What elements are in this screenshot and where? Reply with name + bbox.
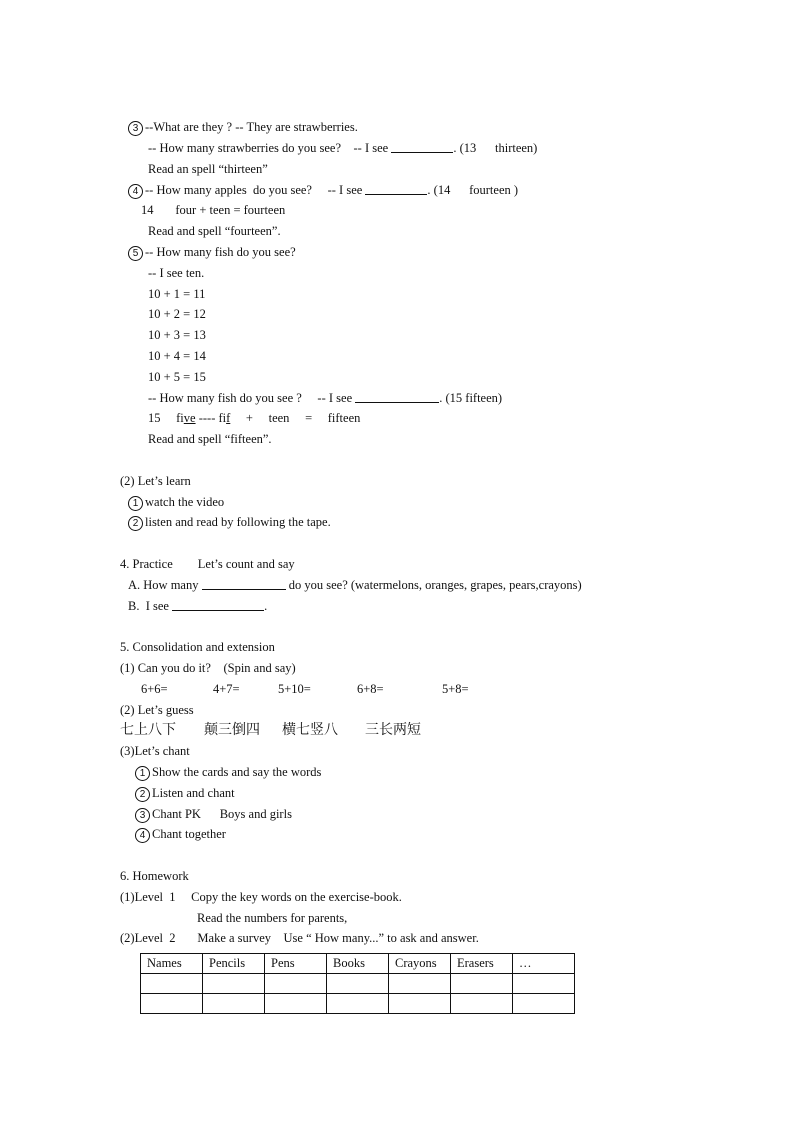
word-part: fi	[176, 411, 184, 425]
sum-item: 5+8=	[442, 682, 469, 696]
section-homework-title: 6. Homework	[120, 869, 189, 883]
item-3-line1	[128, 119, 358, 136]
number-hint: . (14	[427, 183, 451, 197]
column-header: …	[513, 954, 575, 974]
item-3-line2	[148, 140, 537, 156]
sum-item: 4+7=	[213, 682, 240, 696]
table-cell[interactable]	[141, 974, 203, 994]
list-item-text: Chant together	[152, 827, 226, 841]
prompt-text: do you see? (watermelons, oranges, grapes, pears,crayons)	[288, 578, 582, 592]
practice-b	[128, 598, 267, 614]
list-item	[128, 494, 224, 511]
list-item-text: Show the cards and say the words	[152, 765, 322, 779]
list-item	[135, 785, 235, 802]
section-consolidation-title: 5. Consolidation and extension	[120, 640, 275, 654]
column-header: Books	[327, 954, 389, 974]
list-item-text: watch the video	[145, 495, 225, 509]
list-item-text: listen and read by following the tape.	[145, 515, 331, 529]
circled-number: 4	[135, 828, 150, 843]
column-header: Pencils	[203, 954, 265, 974]
prompt-text: A. How many	[128, 578, 199, 592]
list-item	[135, 764, 321, 781]
answer-prefix: -- I see	[327, 183, 363, 197]
item-3-text: --What are they ? -- They are strawberries.	[145, 120, 358, 134]
column-header: Erasers	[451, 954, 513, 974]
dash: ----	[195, 411, 219, 425]
task-text: Use “ How many...” to ask and answer.	[283, 931, 479, 945]
sum-line: 10 + 2 = 12	[148, 307, 206, 321]
circled-number: 5	[128, 246, 143, 261]
table-cell[interactable]	[265, 994, 327, 1014]
circled-number: 2	[128, 516, 143, 531]
section-practice-title	[120, 556, 295, 572]
list-item	[128, 514, 331, 531]
word-result: fifteen	[327, 411, 361, 425]
sum-item: 6+8=	[357, 682, 384, 696]
table-cell[interactable]	[513, 974, 575, 994]
number-hint: . (15 fifteen)	[439, 391, 503, 405]
homework-level1-task2: Read the numbers for parents,	[197, 911, 348, 925]
list-item	[135, 806, 292, 823]
prompt-text: B. I see	[128, 599, 169, 613]
underlined-part: ve	[183, 411, 196, 425]
table-cell[interactable]	[389, 974, 451, 994]
table-cell[interactable]	[265, 974, 327, 994]
circled-number: 2	[135, 787, 150, 802]
table-row	[141, 994, 575, 1014]
practice-a	[128, 577, 582, 593]
word-part: fi	[218, 411, 227, 425]
underlined-part: f	[226, 411, 231, 425]
answer-blank[interactable]	[365, 182, 427, 195]
question-text: -- How many strawberries do you see?	[148, 141, 341, 155]
column-header: Pens	[265, 954, 327, 974]
answer-blank[interactable]	[202, 577, 286, 590]
plus-sign: +	[245, 411, 253, 425]
idiom: 颠三倒四	[204, 722, 260, 738]
answer-blank[interactable]	[391, 140, 453, 153]
homework-level1	[120, 889, 402, 905]
answer-prefix: -- I see	[353, 141, 389, 155]
guess-title: (2) Let’s guess	[120, 703, 194, 717]
consolidation-q1: (1) Can you do it? (Spin and say)	[120, 661, 296, 675]
item-5-read: Read and spell “fifteen”.	[148, 432, 272, 446]
table-header-row	[141, 954, 575, 974]
answer-blank[interactable]	[172, 598, 264, 611]
sum-line: 10 + 4 = 14	[148, 349, 206, 363]
answer-prefix: -- I see	[317, 391, 353, 405]
word-formula: four + teen = fourteen	[175, 203, 286, 217]
table-cell[interactable]	[141, 994, 203, 1014]
sum-line: 10 + 3 = 13	[148, 328, 206, 342]
sum-item: 6+6=	[141, 682, 168, 696]
idiom: 横七竖八	[282, 722, 338, 738]
item-3-line3: Read an spell “thirteen”	[148, 162, 268, 176]
task-text: Make a survey	[197, 931, 271, 945]
table-cell[interactable]	[513, 994, 575, 1014]
circled-number: 3	[128, 121, 143, 136]
column-header: Names	[141, 954, 203, 974]
punctuation: .	[264, 599, 268, 613]
item-5-line2: -- I see ten.	[148, 266, 205, 280]
number: 14	[141, 203, 154, 217]
task-text: Copy the key words on the exercise-book.	[191, 890, 402, 904]
word-hint: fourteen )	[469, 183, 519, 197]
number: 15	[148, 411, 161, 425]
survey-table	[140, 953, 575, 1014]
item-4-line2	[141, 202, 285, 218]
item-5-question	[148, 390, 502, 406]
level-label: (1)Level 1	[120, 890, 176, 904]
idiom: 三长两短	[365, 722, 421, 738]
item-5-line1	[128, 244, 296, 261]
list-item	[135, 826, 226, 843]
word-part: teen	[268, 411, 290, 425]
list-item-text: Listen and chant	[152, 786, 235, 800]
question-text: -- How many fish do you see ?	[148, 391, 302, 405]
subheading-text: Let’s count and say	[197, 557, 295, 571]
circled-number: 3	[135, 808, 150, 823]
table-cell[interactable]	[451, 974, 513, 994]
item-5-word-formula	[148, 410, 360, 426]
circled-number: 4	[128, 184, 143, 199]
number-hint: . (13	[453, 141, 477, 155]
table-cell[interactable]	[327, 974, 389, 994]
table-cell[interactable]	[389, 994, 451, 1014]
equals-sign: =	[305, 411, 313, 425]
sum-line: 10 + 5 = 15	[148, 370, 206, 384]
sum-line: 10 + 1 = 11	[148, 287, 206, 301]
idiom: 七上八下	[120, 722, 176, 738]
item-4-line1	[128, 182, 518, 199]
chant-title: (3)Let’s chant	[120, 744, 190, 758]
circled-number: 1	[128, 496, 143, 511]
homework-level2	[120, 930, 479, 946]
word-hint: thirteen)	[495, 141, 538, 155]
section-learn-title: (2) Let’s learn	[120, 474, 191, 488]
question-text: -- How many fish do you see?	[145, 245, 296, 259]
table-cell[interactable]	[203, 974, 265, 994]
list-item-text: Chant PK Boys and girls	[152, 807, 292, 821]
item-4-line3: Read and spell “fourteen”.	[148, 224, 281, 238]
table-row	[141, 974, 575, 994]
table-cell[interactable]	[327, 994, 389, 1014]
heading-text: 4. Practice	[120, 557, 173, 571]
level-label: (2)Level 2	[120, 931, 176, 945]
table-cell[interactable]	[203, 994, 265, 1014]
question-text: -- How many apples do you see?	[145, 183, 312, 197]
answer-blank[interactable]	[355, 390, 439, 403]
table-cell[interactable]	[451, 994, 513, 1014]
sum-item: 5+10=	[278, 682, 311, 696]
column-header: Crayons	[389, 954, 451, 974]
circled-number: 1	[135, 766, 150, 781]
